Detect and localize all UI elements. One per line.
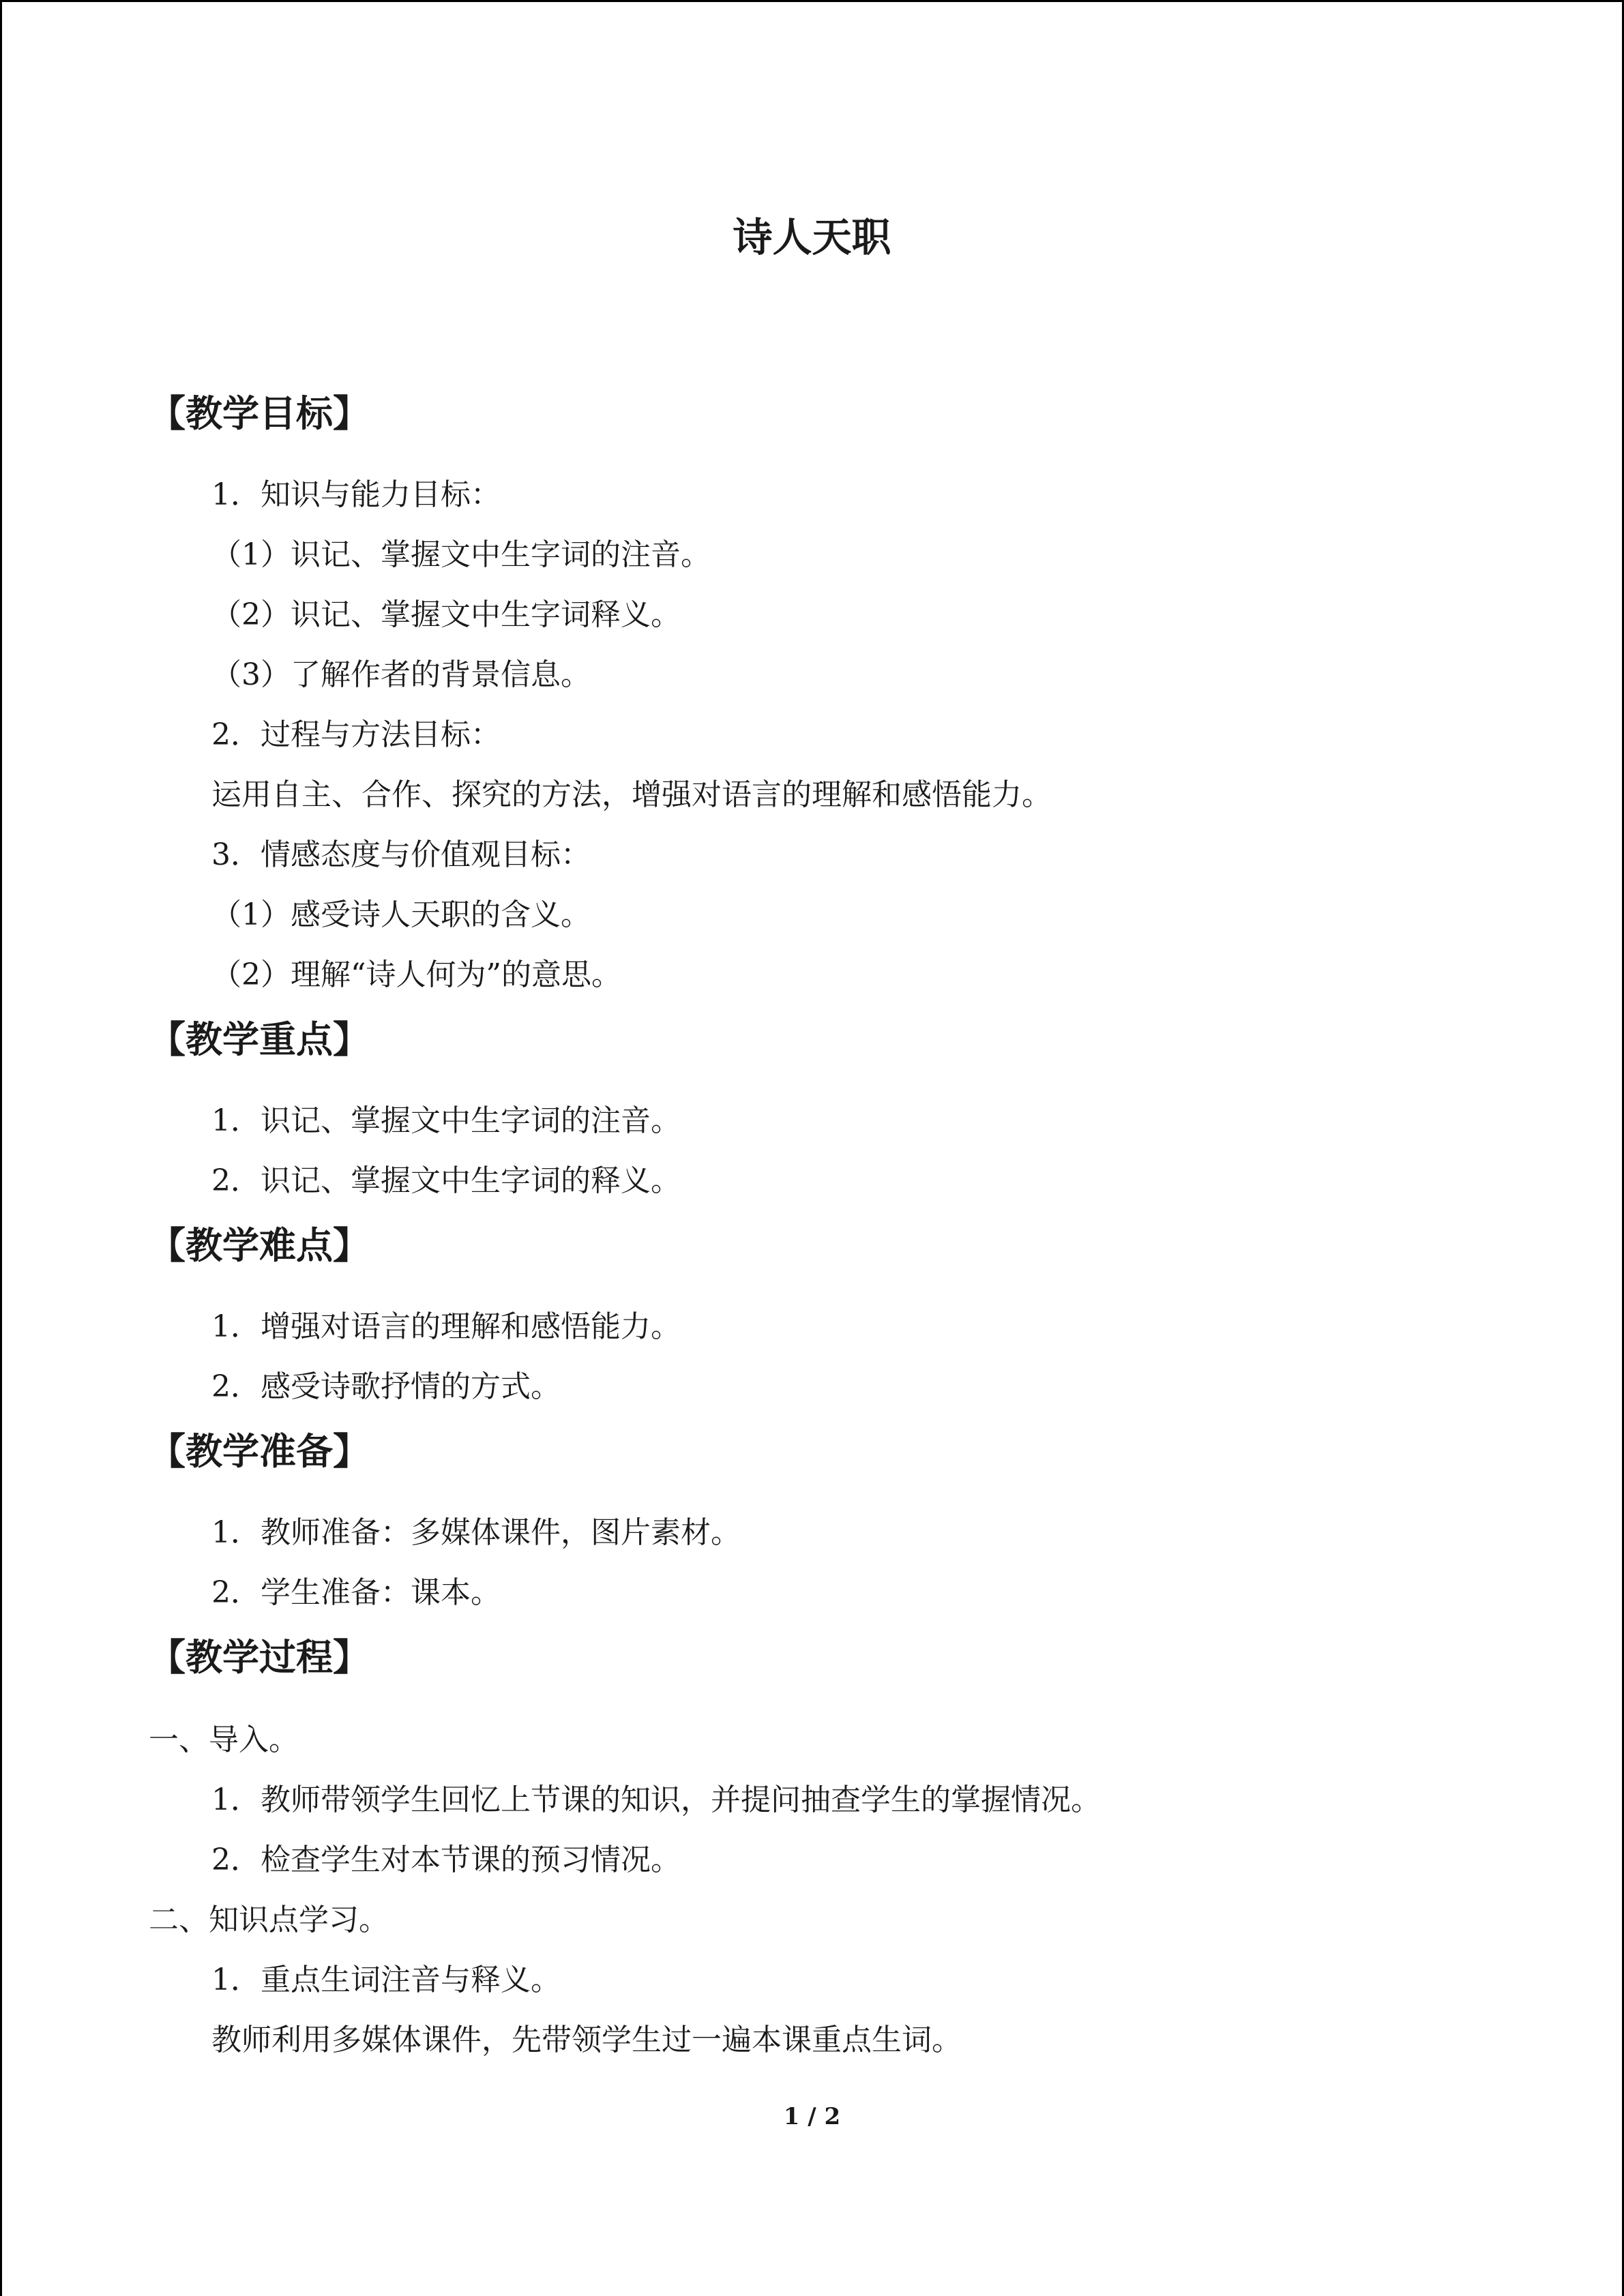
objectives-line: 运用自主、合作、探究的方法，增强对语言的理解和感悟能力。 <box>211 777 1052 812</box>
key-points-line: 2．识记、掌握文中生字词的释义。 <box>211 1163 681 1198</box>
document-title: 诗人天职 <box>733 214 891 260</box>
objectives-line: 1．知识与能力目标： <box>211 477 501 512</box>
difficulties-line: 1．增强对语言的理解和感悟能力。 <box>211 1309 681 1344</box>
process-line: 1．教师带领学生回忆上节课的知识，并提问抽查学生的掌握情况。 <box>211 1783 1101 1817</box>
page-number: 1 / 2 <box>783 2103 841 2130</box>
process-line: 教师利用多媒体课件，先带领学生过一遍本课重点生词。 <box>211 2023 962 2057</box>
difficulties-line: 2．感受诗歌抒情的方式。 <box>211 1369 561 1404</box>
section-heading-key-points: 【教学重点】 <box>149 1018 370 1061</box>
section-heading-preparation: 【教学准备】 <box>149 1430 370 1473</box>
objectives-line: （1）感受诗人天职的含义。 <box>211 897 591 932</box>
objectives-line: （2）识记、掌握文中生字词释义。 <box>211 597 681 632</box>
section-heading-objectives: 【教学目标】 <box>149 392 370 435</box>
objectives-line: 3．情感态度与价值观目标： <box>211 837 591 872</box>
key-points-line: 1．识记、掌握文中生字词的注音。 <box>211 1103 681 1138</box>
objectives-line: （1）识记、掌握文中生字词的注音。 <box>211 537 711 572</box>
process-line: 1．重点生词注音与释义。 <box>211 1963 561 1997</box>
process-line: 一、导入。 <box>149 1723 299 1757</box>
objectives-line: （2）理解“诗人何为”的意思。 <box>211 957 621 992</box>
process-line: 二、知识点学习。 <box>149 1903 389 1937</box>
section-heading-process: 【教学过程】 <box>149 1636 370 1679</box>
preparation-line: 2．学生准备：课本。 <box>211 1575 501 1610</box>
objectives-line: （3）了解作者的背景信息。 <box>211 657 591 692</box>
section-heading-difficulties: 【教学难点】 <box>149 1224 370 1267</box>
preparation-line: 1．教师准备：多媒体课件，图片素材。 <box>211 1515 741 1550</box>
objectives-line: 2．过程与方法目标： <box>211 717 501 752</box>
process-line: 2．检查学生对本节课的预习情况。 <box>211 1843 681 1877</box>
